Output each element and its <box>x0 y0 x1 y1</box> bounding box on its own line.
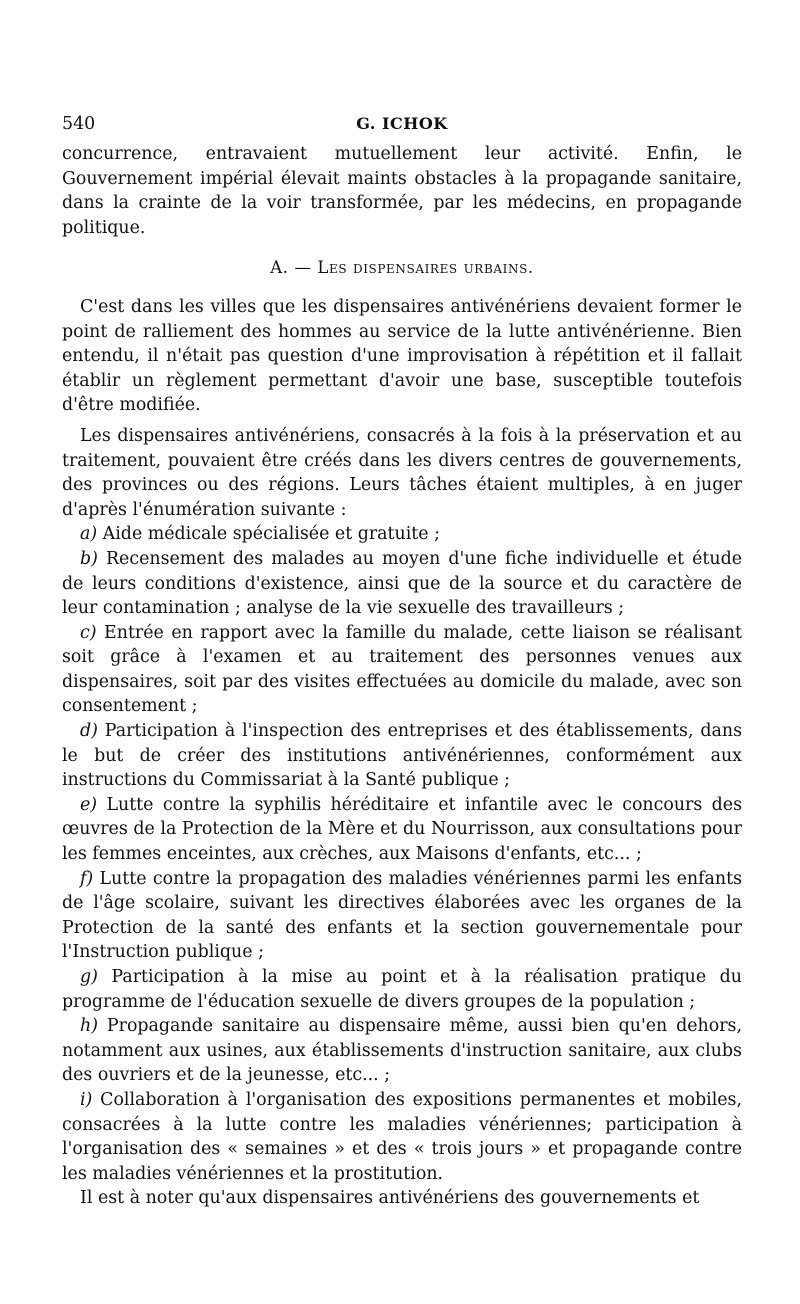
section-heading <box>62 256 742 281</box>
list-marker: b) <box>80 548 98 569</box>
list-item <box>62 621 742 719</box>
list-marker: e) <box>80 794 98 815</box>
paragraph-final: Il est à noter qu'aux dispensaires antivénériens des gouvernements et <box>80 1188 700 1209</box>
page-header <box>62 112 742 142</box>
list-item-text: Recensement des malades au moyen d'une fiche individuelle et étude de leurs conditions d'existence, ainsi que de la source et du caractère de leur contamination ; analyse de la vie sexuelle des travailleurs ; <box>62 548 742 619</box>
paragraph-tasks: Les dispensaires antivénériens, consacrés à la fois à la préservation et au traitement, pouvaient être créés dans les divers centres de gouvernements, des provinces ou des régions. Leurs tâches étaient multiples, à en juger d'après l'énumération suivante : <box>62 425 742 520</box>
list-item-text: Lutte contre la propagation des maladies vénériennes parmi les enfants de l'âge scolaire, suivant les directives élaborées avec les organes de la Protection de la santé des enfants et la section gouvernementale pour l'Instruction publique ; <box>62 868 742 963</box>
list-marker: i) <box>80 1089 93 1110</box>
list-marker: f) <box>80 868 94 889</box>
list-item <box>62 1014 742 1088</box>
list-item <box>62 719 742 793</box>
list-item-text: Collaboration à l'organisation des expositions permanentes et mobiles, consacrées à la lutte contre les maladies vénériennes; participation à l'organisation des « semaines » et des « trois jours » et propagande contre les maladies vénériennes et la prostitution. <box>62 1089 742 1184</box>
list-item <box>62 522 742 547</box>
section-title-text: Les dispensaires urbains. <box>317 258 534 278</box>
list-marker: h) <box>80 1016 98 1037</box>
paragraph-continuation: concurrence, entravaient mutuellement leur activité. Enfin, le Gouvernement impérial élevait maints obstacles à la propagande sanitaire, dans la crainte de la voir transformée, par les médecins, en propagande politique. <box>62 144 742 238</box>
list-item <box>62 547 742 621</box>
list-item-text: Propagande sanitaire au dispensaire même, aussi bien qu'en dehors, notamment aux usines, aux établissements d'instruction sanitaire, aux clubs des ouvriers et de la jeunesse, etc... ; <box>62 1016 742 1086</box>
list-marker: c) <box>80 622 97 643</box>
list-item-text: Participation à l'inspection des entreprises et des établissements, dans le but de créer des institutions antivénériennes, conformément aux instructions du Commissariat à la Santé publique ; <box>62 721 742 791</box>
section-letter: A. — <box>270 258 318 278</box>
list-marker: d) <box>80 721 98 742</box>
list-item-text: Aide médicale spécialisée et gratuite ; <box>97 524 440 545</box>
list-item <box>62 793 742 867</box>
document-page <box>62 112 742 1211</box>
list-item <box>62 867 742 965</box>
list-marker: a) <box>80 524 98 545</box>
list-item <box>62 1088 742 1186</box>
running-head: G. ICHOK <box>356 114 448 133</box>
paragraph-intro: C'est dans les villes que les dispensaires antivénériens devaient former le point de ralliement des hommes au service de la lutte antivénérienne. Bien entendu, il n'était pas question d'une improvisation à répétition et il fallait établir un règlement permettant d'avoir une base, susceptible toutefois d'être modifiée. <box>62 296 742 416</box>
list-item-text: Lutte contre la syphilis héréditaire et infantile avec le concours des œuvres de la Protection de la Mère et du Nourrisson, aux consultations pour les femmes enceintes, aux crèches, aux Maisons d'enfants, etc... ; <box>62 794 742 865</box>
task-list <box>62 522 742 1186</box>
list-item <box>62 965 742 1014</box>
list-marker: g) <box>80 967 98 987</box>
list-item-text: Participation à la mise au point et à la réalisation pratique du programme de l'éducation sexuelle de divers groupes de la population ; <box>62 967 742 1012</box>
list-item-text: Entrée en rapport avec la famille du malade, cette liaison se réalisant soit grâce à l'examen et au traitement des personnes venues aux dispensaires, soit par des visites effectuées au domicile du malade, avec son consentement ; <box>62 622 742 717</box>
page-number: 540 <box>62 114 96 134</box>
